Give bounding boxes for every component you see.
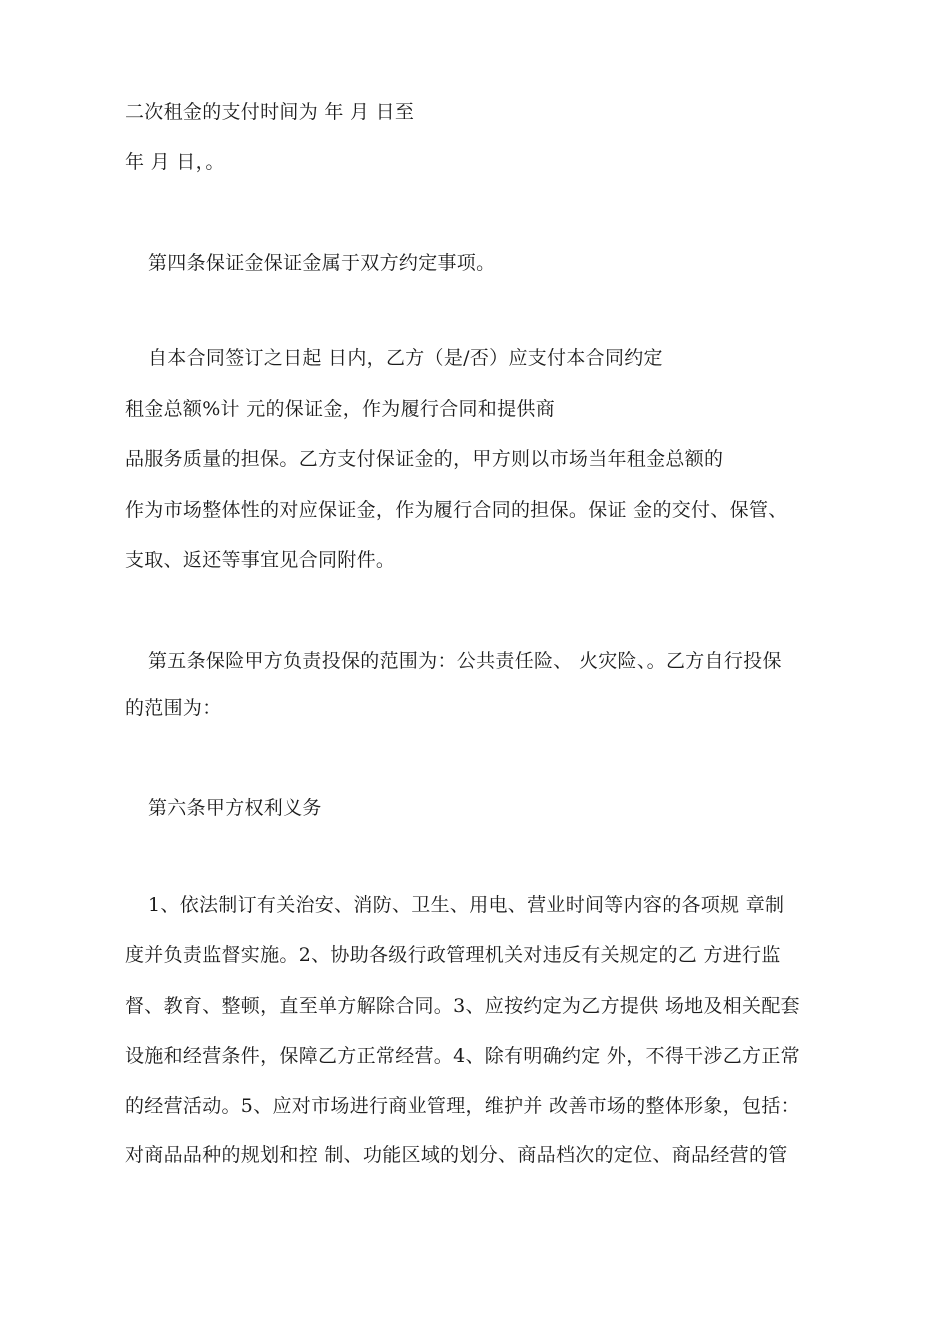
- text-line: 督、教育、整顿，直至单方解除合同。3、应按约定为乙方提供 场地及相关配套: [125, 995, 800, 1017]
- text-line: 二次租金的支付时间为 年 月 日至: [125, 101, 415, 123]
- text-line: 的范围为：: [125, 697, 222, 719]
- text-line: 支取、返还等事宜见合同附件。: [125, 549, 396, 571]
- text-line: 设施和经营条件，保障乙方正常经营。4、除有明确约定 外，不得干涉乙方正常: [125, 1045, 800, 1067]
- article-heading: 第五条保险甲方负责投保的范围为：公共责任险、 火灾险、。乙方自行投保: [148, 650, 782, 672]
- text-line: 作为市场整体性的对应保证金，作为履行合同的担保。保证 金的交付、保管、: [125, 499, 788, 521]
- text-line: 对商品品种的规划和控 制、功能区域的划分、商品档次的定位、商品经营的管: [125, 1144, 788, 1166]
- text-line: 自本合同签订之日起 日内，乙方（是/否）应支付本合同约定: [148, 347, 663, 369]
- article-heading: 第四条保证金保证金属于双方约定事项。: [148, 252, 496, 274]
- text-line: 品服务质量的担保。乙方支付保证金的，甲方则以市场当年租金总额的: [125, 448, 724, 470]
- text-line: 租金总额%计 元的保证金，作为履行合同和提供商: [125, 398, 555, 420]
- text-line: 的经营活动。5、应对市场进行商业管理，维护并 改善市场的整体形象，包括：: [125, 1095, 800, 1117]
- article-heading: 第六条甲方权利义务: [148, 797, 322, 819]
- text-line: 度并负责监督实施。2、协助各级行政管理机关对违反有关规定的乙 方进行监: [125, 944, 781, 966]
- text-line: 年 月 日，。: [125, 151, 225, 173]
- text-line: 1、依法制订有关治安、消防、卫生、用电、营业时间等内容的各项规 章制: [148, 894, 785, 916]
